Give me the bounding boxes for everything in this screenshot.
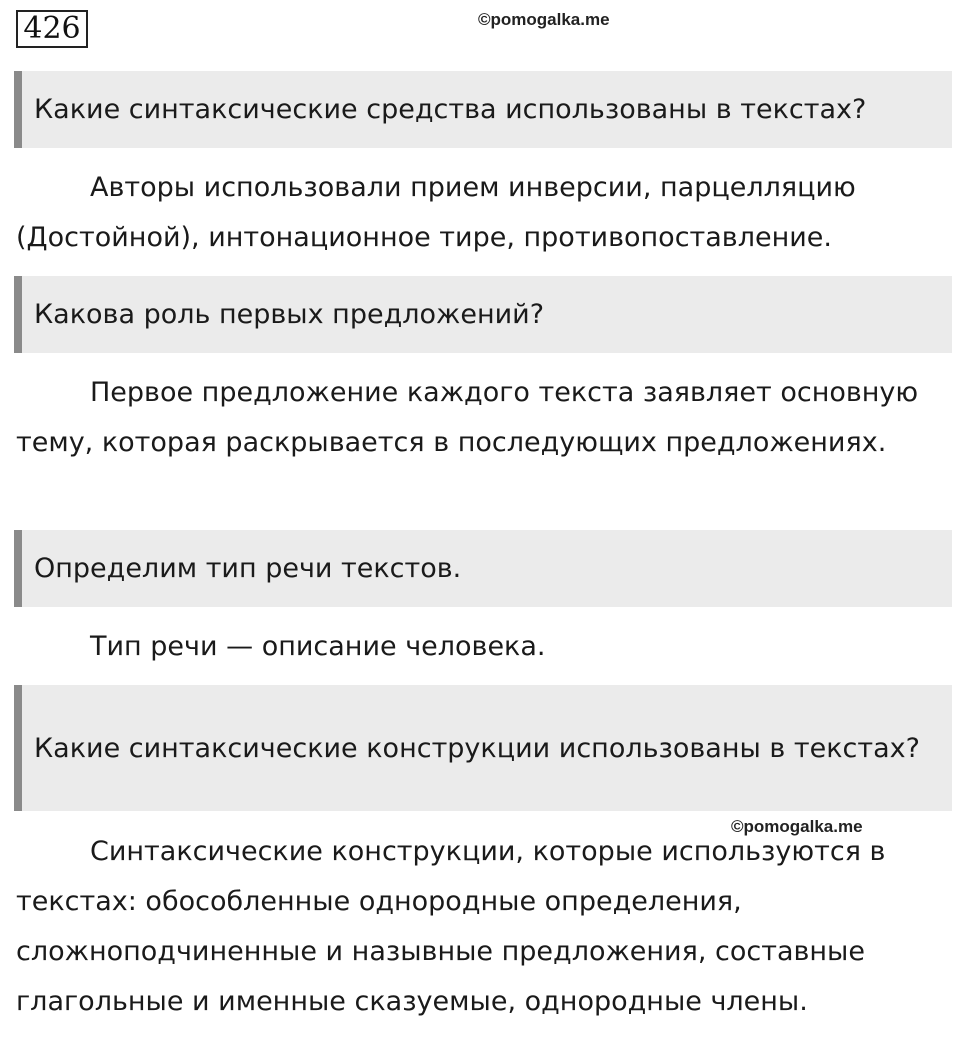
watermark-top: ©pomogalka.me [478, 10, 610, 29]
question-2-text: Какова роль первых предложений? [34, 299, 545, 330]
answer-1: Авторы использовали прием инверсии, парцелляцию (Достойной), интонационное тире, противопоставление. [16, 172, 856, 253]
question-4-text: Какие синтаксические конструкции использованы в текстах? [34, 733, 920, 764]
watermark-middle: ©pomogalka.me [731, 817, 863, 836]
question-3 [14, 530, 952, 607]
answer-2: Первое предложение каждого текста заявляет основную тему, которая раскрывается в последующих предложениях. [16, 377, 919, 458]
question-4 [14, 685, 952, 811]
exercise-number: 426 [16, 10, 88, 48]
question-3-text: Определим тип речи текстов. [34, 553, 462, 584]
answer-3: Тип речи — описание человека. [90, 631, 546, 662]
question-2 [14, 276, 952, 353]
answer-4: Синтаксические конструкции, которые используются в текстах: обособленные однородные определения, сложноподчиненные и назывные предложения, составные глагольные и именные сказуемые, однородные члены. [16, 836, 886, 1017]
question-1-text: Какие синтаксические средства использованы в текстах? [34, 94, 867, 125]
question-1 [14, 71, 952, 148]
